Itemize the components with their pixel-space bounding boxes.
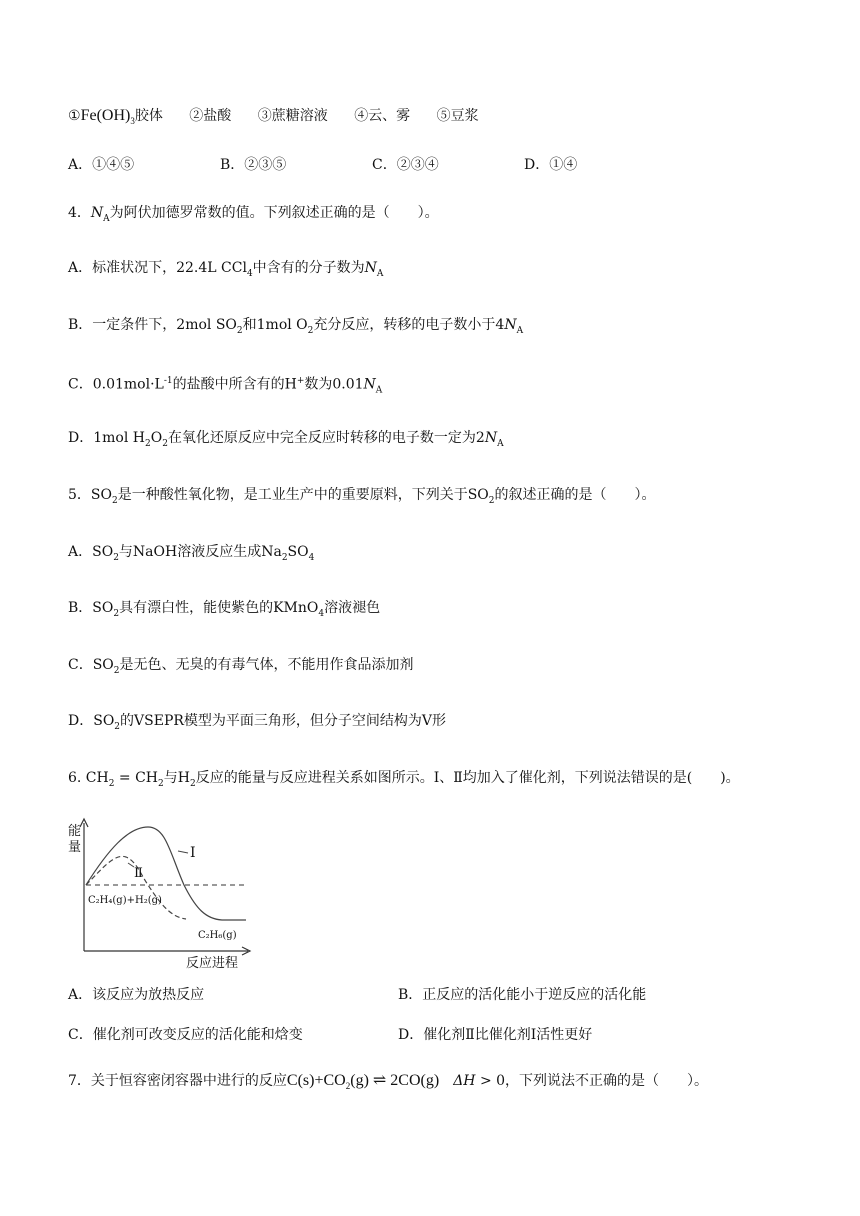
y-axis-label: 能 [68, 824, 82, 839]
q4-option-d[interactable]: D．1mol $H_2O_2$在氧化还原反应中完全反应时转移的电子数一定为$2N_A$ [68, 430, 504, 449]
q4-option-c[interactable]: C．$0.01mol\cdot L^{-1}$的盐酸中所含有的H+数为$0.01N_A$ [68, 376, 383, 396]
reactant-label: C₂H₄(g)+H₂(g) [88, 895, 162, 906]
q5-option-b[interactable]: B．$SO_2$具有漂白性，能使紫色的KMnO$_4$溶液褪色 [68, 600, 381, 619]
q3-option-d[interactable]: D．①④ [524, 157, 578, 173]
y-axis-label-2: 量 [68, 840, 82, 855]
curve-1 [86, 827, 246, 920]
energy-diagram [66, 815, 256, 975]
product-label: C₂H₆(g) [198, 930, 237, 941]
curve-1-label: Ⅰ [190, 845, 196, 861]
q6-option-a[interactable]: A．该反应为放热反应 [68, 987, 205, 1003]
curve-2-label: Ⅱ [134, 866, 143, 881]
q3-option-c[interactable]: C．②③④ [372, 157, 439, 173]
q4-option-b[interactable]: B．一定条件下，2mol $SO_2$和1mol $O_2$充分反应，转移的电子数小于$4N_A$ [68, 317, 524, 336]
x-axis-label: 反应进程 [186, 956, 239, 971]
q3-item-5: ⑤豆浆 [436, 108, 479, 124]
q3-option-b[interactable]: B．②③⑤ [220, 157, 287, 173]
q6-option-b[interactable]: B．正反应的活化能小于逆反应的活化能 [398, 987, 647, 1003]
q5-stem: 5．$SO_2$是一种酸性氧化物，是工业生产中的重要原料，下列关于$SO_2$的叙述正确的是（ ）。 [68, 487, 656, 506]
q3-item-3: ③蔗糖溶液 [257, 108, 328, 124]
q5-option-c[interactable]: C．$SO_2$是无色、无臭的有毒气体，不能用作食品添加剂 [68, 657, 414, 676]
q3-item-1: $①Fe(OH)_3$胶体 [68, 107, 163, 127]
q6-stem: 6. $CH_2 = CH_2$与$H_2$反应的能量与反应进程关系如图所示。Ⅰ、Ⅱ均加入了催化剂，下列说法错误的是( )。 [68, 770, 740, 789]
q7-stem: 7．关于恒容密闭容器中进行的反应$C(s)+CO_2(g)$ ⇌ 2CO(g) ΔH > 0，下列说法不正确的是（ ）。 [68, 1072, 709, 1092]
q3-item-2: ②盐酸 [189, 108, 232, 124]
q5-option-a[interactable]: A．$SO_2$与NaOH溶液反应生成$Na_2SO_4$ [68, 544, 315, 563]
q3-item-4: ④云、雾 [354, 108, 411, 124]
q6-option-d[interactable]: D．催化剂Ⅱ比催化剂Ⅰ活性更好 [398, 1027, 593, 1043]
q3-option-a[interactable]: A．①④⑤ [68, 157, 135, 173]
q4-stem: 4．$N_A$为阿伏加德罗常数的值。下列叙述正确的是（ ）。 [68, 205, 439, 224]
q4-option-a[interactable]: A．标准状况下，22.4L CCl$_4$中含有的分子数为$N_A$ [68, 260, 384, 279]
q6-option-c[interactable]: C．催化剂可改变反应的活化能和焓变 [68, 1027, 303, 1043]
q5-option-d[interactable]: D．$SO_2$的VSEPR模型为平面三角形，但分子空间结构为V形 [68, 713, 447, 732]
q3-items [68, 106, 479, 131]
